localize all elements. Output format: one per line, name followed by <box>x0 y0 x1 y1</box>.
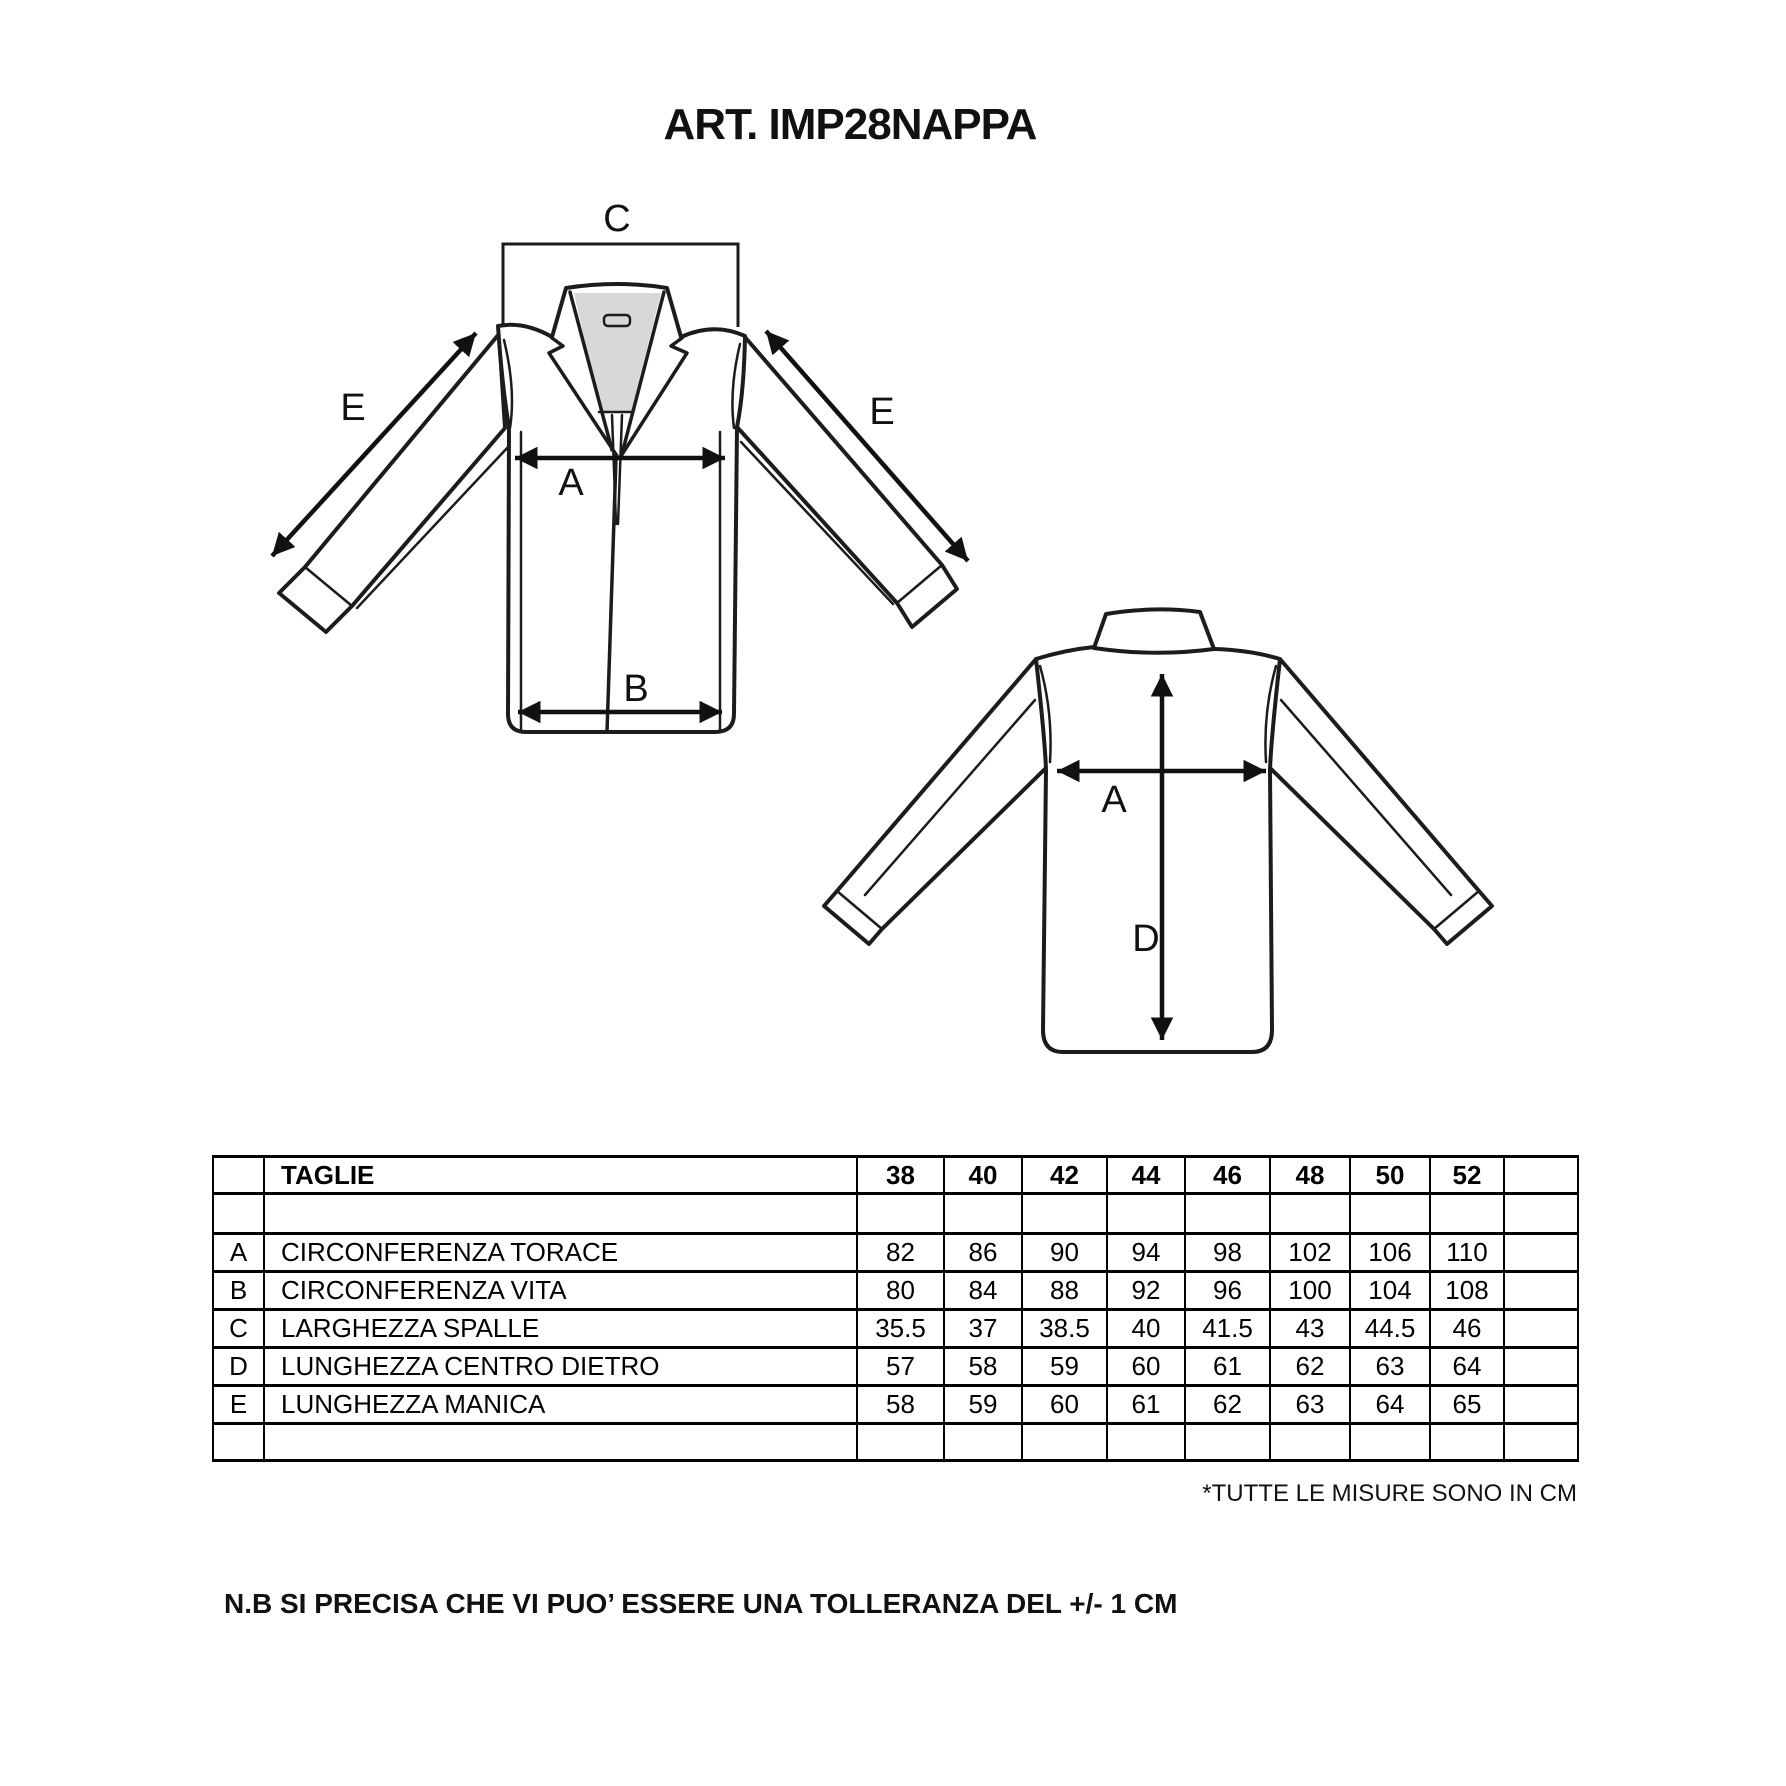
header-size-38: 38 <box>857 1157 944 1194</box>
header-size-52: 52 <box>1430 1157 1504 1194</box>
size-table <box>212 1155 1579 1462</box>
spacer-cell <box>213 1424 264 1461</box>
row-name-A: CIRCONFERENZA TORACE <box>264 1234 857 1272</box>
spacer-cell <box>944 1424 1022 1461</box>
trailing-cell <box>1504 1386 1578 1424</box>
value-cell: 100 <box>1270 1272 1350 1310</box>
header-trailing-cell <box>1504 1157 1578 1194</box>
header-taglie: TAGLIE <box>264 1157 857 1194</box>
row-letter-D: D <box>213 1348 264 1386</box>
spacer-cell <box>1022 1194 1107 1234</box>
label-front-waist: B <box>623 668 649 710</box>
spacer-cell <box>1430 1424 1504 1461</box>
value-cell: 60 <box>1107 1348 1185 1386</box>
label-sleeve-right: E <box>869 391 895 433</box>
back-right-sleeve <box>1266 659 1492 944</box>
value-cell: 43 <box>1270 1310 1350 1348</box>
value-cell: 110 <box>1430 1234 1504 1272</box>
value-cell: 62 <box>1270 1348 1350 1386</box>
label-shoulder-width: C <box>603 198 631 240</box>
value-cell: 102 <box>1270 1234 1350 1272</box>
spacer-cell <box>1504 1194 1578 1234</box>
table-row <box>213 1272 1578 1310</box>
spacer-cell <box>1270 1194 1350 1234</box>
row-letter-C: C <box>213 1310 264 1348</box>
value-cell: 64 <box>1430 1348 1504 1386</box>
spacer-cell <box>264 1194 857 1234</box>
trailing-cell <box>1504 1310 1578 1348</box>
header-size-48: 48 <box>1270 1157 1350 1194</box>
header-size-42: 42 <box>1022 1157 1107 1194</box>
row-name-E: LUNGHEZZA MANICA <box>264 1386 857 1424</box>
value-cell: 38.5 <box>1022 1310 1107 1348</box>
value-cell: 84 <box>944 1272 1022 1310</box>
trailing-cell <box>1504 1272 1578 1310</box>
value-cell: 90 <box>1022 1234 1107 1272</box>
value-cell: 44.5 <box>1350 1310 1430 1348</box>
back-collar <box>1094 609 1214 652</box>
tolerance-note: N.B SI PRECISA CHE VI PUO’ ESSERE UNA TOLLERANZA DEL +/- 1 CM <box>224 1588 1178 1619</box>
table-row <box>213 1194 1578 1234</box>
header-size-46: 46 <box>1185 1157 1270 1194</box>
trailing-cell <box>1504 1348 1578 1386</box>
trailing-cell <box>1504 1234 1578 1272</box>
row-letter-B: B <box>213 1272 264 1310</box>
label-back-length: D <box>1132 918 1160 960</box>
value-cell: 61 <box>1185 1348 1270 1386</box>
value-cell: 37 <box>944 1310 1022 1348</box>
table-row <box>213 1234 1578 1272</box>
label-front-chest: A <box>558 462 584 504</box>
units-footnote: *TUTTE LE MISURE SONO IN CM <box>1202 1480 1577 1507</box>
table-row <box>213 1386 1578 1424</box>
front-left-sleeve <box>279 334 505 632</box>
spacer-cell <box>1504 1424 1578 1461</box>
value-cell: 80 <box>857 1272 944 1310</box>
spacer-cell <box>1022 1424 1107 1461</box>
value-cell: 104 <box>1350 1272 1430 1310</box>
header-corner-cell <box>213 1157 264 1194</box>
value-cell: 59 <box>944 1386 1022 1424</box>
back-body <box>1036 647 1280 1052</box>
header-size-44: 44 <box>1107 1157 1185 1194</box>
spacer-cell <box>944 1194 1022 1234</box>
row-name-C: LARGHEZZA SPALLE <box>264 1310 857 1348</box>
value-cell: 59 <box>1022 1348 1107 1386</box>
page-title: ART. IMP28NAPPA <box>663 100 1037 149</box>
spacer-cell <box>1185 1194 1270 1234</box>
value-cell: 64 <box>1350 1386 1430 1424</box>
table-row <box>213 1157 1578 1194</box>
front-jacket-drawing <box>272 198 968 732</box>
value-cell: 98 <box>1185 1234 1270 1272</box>
spacer-cell <box>264 1424 857 1461</box>
value-cell: 82 <box>857 1234 944 1272</box>
label-sleeve-left: E <box>340 387 366 429</box>
table-row <box>213 1310 1578 1348</box>
spacer-cell <box>857 1194 944 1234</box>
value-cell: 86 <box>944 1234 1022 1272</box>
value-cell: 40 <box>1107 1310 1185 1348</box>
table-row <box>213 1348 1578 1386</box>
value-cell: 108 <box>1430 1272 1504 1310</box>
value-cell: 62 <box>1185 1386 1270 1424</box>
header-size-50: 50 <box>1350 1157 1430 1194</box>
value-cell: 57 <box>857 1348 944 1386</box>
row-letter-E: E <box>213 1386 264 1424</box>
value-cell: 58 <box>857 1386 944 1424</box>
spacer-cell <box>1430 1194 1504 1234</box>
back-jacket-drawing <box>824 609 1492 1052</box>
value-cell: 60 <box>1022 1386 1107 1424</box>
value-cell: 63 <box>1270 1386 1350 1424</box>
value-cell: 35.5 <box>857 1310 944 1348</box>
front-right-sleeve <box>737 336 957 627</box>
spacer-cell <box>213 1194 264 1234</box>
back-left-sleeve <box>824 659 1050 944</box>
row-letter-A: A <box>213 1234 264 1272</box>
label-back-chest: A <box>1101 779 1127 821</box>
value-cell: 41.5 <box>1185 1310 1270 1348</box>
spacer-cell <box>1350 1424 1430 1461</box>
value-cell: 61 <box>1107 1386 1185 1424</box>
value-cell: 96 <box>1185 1272 1270 1310</box>
value-cell: 65 <box>1430 1386 1504 1424</box>
header-size-40: 40 <box>944 1157 1022 1194</box>
spacer-cell <box>857 1424 944 1461</box>
value-cell: 63 <box>1350 1348 1430 1386</box>
spacer-cell <box>1270 1424 1350 1461</box>
value-cell: 92 <box>1107 1272 1185 1310</box>
table-row <box>213 1424 1578 1461</box>
spacer-cell <box>1107 1194 1185 1234</box>
spacer-cell <box>1107 1424 1185 1461</box>
value-cell: 58 <box>944 1348 1022 1386</box>
spacer-cell <box>1185 1424 1270 1461</box>
row-name-D: LUNGHEZZA CENTRO DIETRO <box>264 1348 857 1386</box>
spacer-cell <box>1350 1194 1430 1234</box>
value-cell: 106 <box>1350 1234 1430 1272</box>
value-cell: 94 <box>1107 1234 1185 1272</box>
value-cell: 88 <box>1022 1272 1107 1310</box>
value-cell: 46 <box>1430 1310 1504 1348</box>
row-name-B: CIRCONFERENZA VITA <box>264 1272 857 1310</box>
